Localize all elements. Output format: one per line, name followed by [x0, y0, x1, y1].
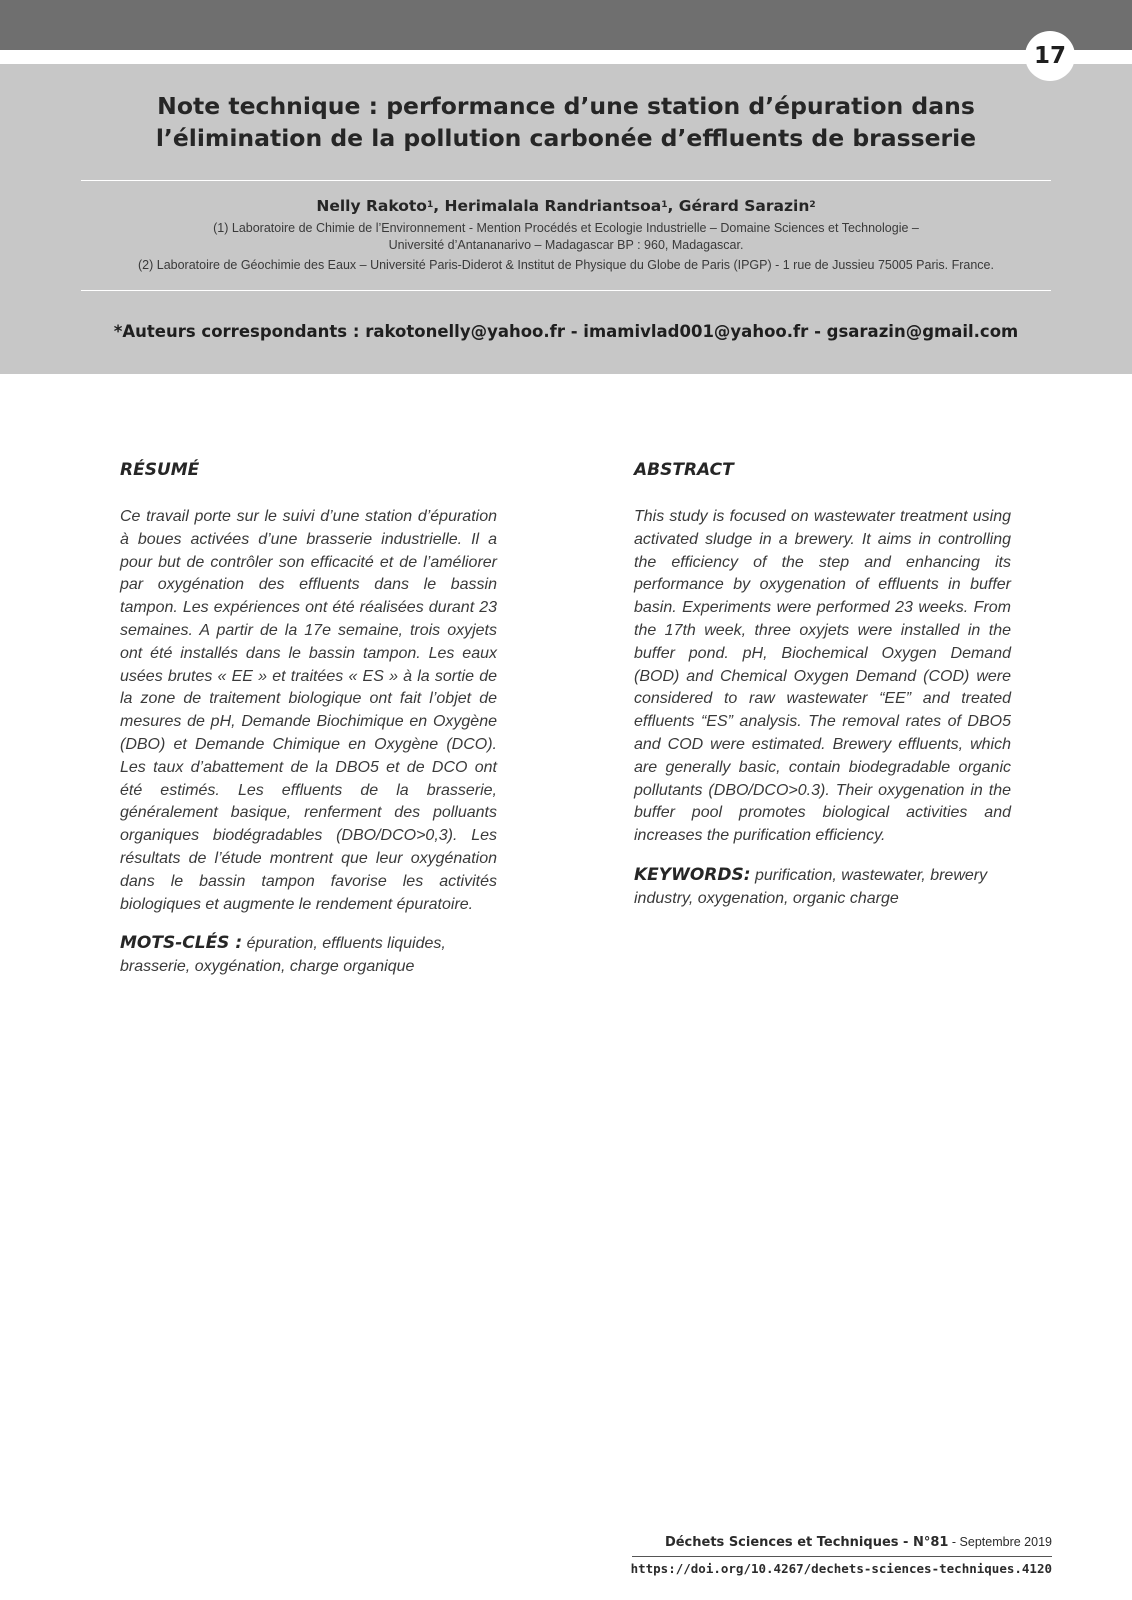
affiliation-1-continued: Université d’Antananarivo – Madagascar BP : 960, Madagascar.	[388, 238, 744, 252]
title-line-1: Note technique : performance d’une station d’épuration dans	[157, 92, 975, 120]
corresponding-authors: *Auteurs correspondants : rakotonelly@yahoo.fr - imamivlad001@yahoo.fr - gsarazin@gmail.com	[113, 322, 1019, 341]
abstract-heading: ABSTRACT	[634, 460, 734, 480]
author-affiliation-mark: 1	[661, 200, 668, 210]
resume-column	[120, 458, 497, 978]
author-separator: ,	[667, 197, 679, 215]
footer-journal-line	[665, 1532, 1052, 1553]
author-name: Nelly Rakoto	[316, 197, 427, 215]
journal-issue: N°81	[912, 1535, 949, 1550]
resume-keywords	[120, 932, 497, 978]
journal-separator: -	[898, 1535, 913, 1550]
journal-date: - Septembre 2019	[948, 1535, 1052, 1549]
footer-divider	[632, 1556, 1052, 1557]
abstract-column	[634, 458, 1011, 910]
author-affiliation-mark: 2	[809, 200, 816, 210]
resume-keywords-label: MOTS-CLÉS :	[120, 933, 243, 954]
page-number: 17	[1025, 31, 1075, 81]
abstract-text: This study is focused on wastewater treatment using activated sludge in a brewery. It aims in controlling the efficiency of the step and enhancing its performance by oxygenation of effluents in buffer basin. Experiments were performed 23 weeks. From the 17th week, three oxyjets were installed in the buffer pond. pH, Biochemical Oxygen Demand (BOD) and Chemical Oxygen Demand (COD) were considered to raw wastewater “EE” and treated effluents “ES” analysis. The removal rates of DBO5 and COD were estimated. Brewery effluents, which are generally basic, contain biodegradable organic pollutants (DBO/DCO>0.3). Their oxygenation in the buffer pool promotes biological activities and increases the purification efficiency.	[634, 508, 1011, 845]
affiliation-2: (2) Laboratoire de Géochimie des Eaux – Université Paris-Diderot & Institut de Physique du Globe de Paris (IPGP) - 1 rue de Jussieu 75005 Paris. France.	[138, 258, 994, 272]
resume-heading: RÉSUMÉ	[120, 460, 200, 480]
article-title	[80, 90, 1052, 154]
doi-link[interactable]: https://doi.org/10.4267/dechets-sciences-techniques.4120	[630, 1561, 1052, 1576]
author-separator: ,	[433, 197, 445, 215]
author-name: Gérard Sarazin	[678, 197, 810, 215]
author-list	[80, 196, 1052, 216]
abstract-keywords	[634, 864, 1011, 910]
affiliation-divider	[81, 290, 1051, 291]
top-bar	[0, 0, 1132, 50]
abstract-keywords-list: purification, wastewater, brewery industry, oxygenation, organic charge	[634, 866, 988, 907]
title-divider	[81, 180, 1051, 181]
journal-name: Déchets Sciences et Techniques	[664, 1535, 899, 1550]
resume-text: Ce travail porte sur le suivi d’une station d’épuration à boues activées d’une brasserie industrielle. Il a pour but de contrôler son efficacité et de l’améliorer par oxygénation des effluents dans le bassin tampon. Les expériences ont été réalisées durant 23 semaines. A partir de la 17e semaine, trois oxyjets ont été installés dans le bassin tampon. Les eaux usées brutes « EE » et traitées « ES » à la sortie de la zone de traitement biologique ont fait l’objet de mesures de pH, Demande Biochimique en Oxygène (DBO) et Demande Chimique en Oxygène (DCO). Les taux d’abattement de la DBO5 et de DCO ont été estimés. Les effluents de la brasserie, généralement basique, renferment des polluants organiques biodégradables (DBO/DCO>0,3). Les résultats de l’étude montrent que leur oxygénation dans le bassin tampon favorise les activités biologiques et augmente le rendement épuratoire.	[120, 508, 497, 913]
title-line-2: l’élimination de la pollution carbonée d’effluents de brasserie	[155, 124, 977, 152]
abstract-keywords-label: KEYWORDS:	[634, 864, 751, 885]
author-affiliation-mark: 1	[426, 200, 434, 210]
author-name: Herimalala Randriantsoa	[444, 197, 662, 215]
resume-keywords-list: épuration, effluents liquides, brasserie, oxygénation, charge organique	[120, 935, 446, 976]
affiliation-1: (1) Laboratoire de Chimie de l’Environnement - Mention Procédés et Ecologie Industrielle – Domaine Sciences et Technologie –	[213, 221, 919, 235]
